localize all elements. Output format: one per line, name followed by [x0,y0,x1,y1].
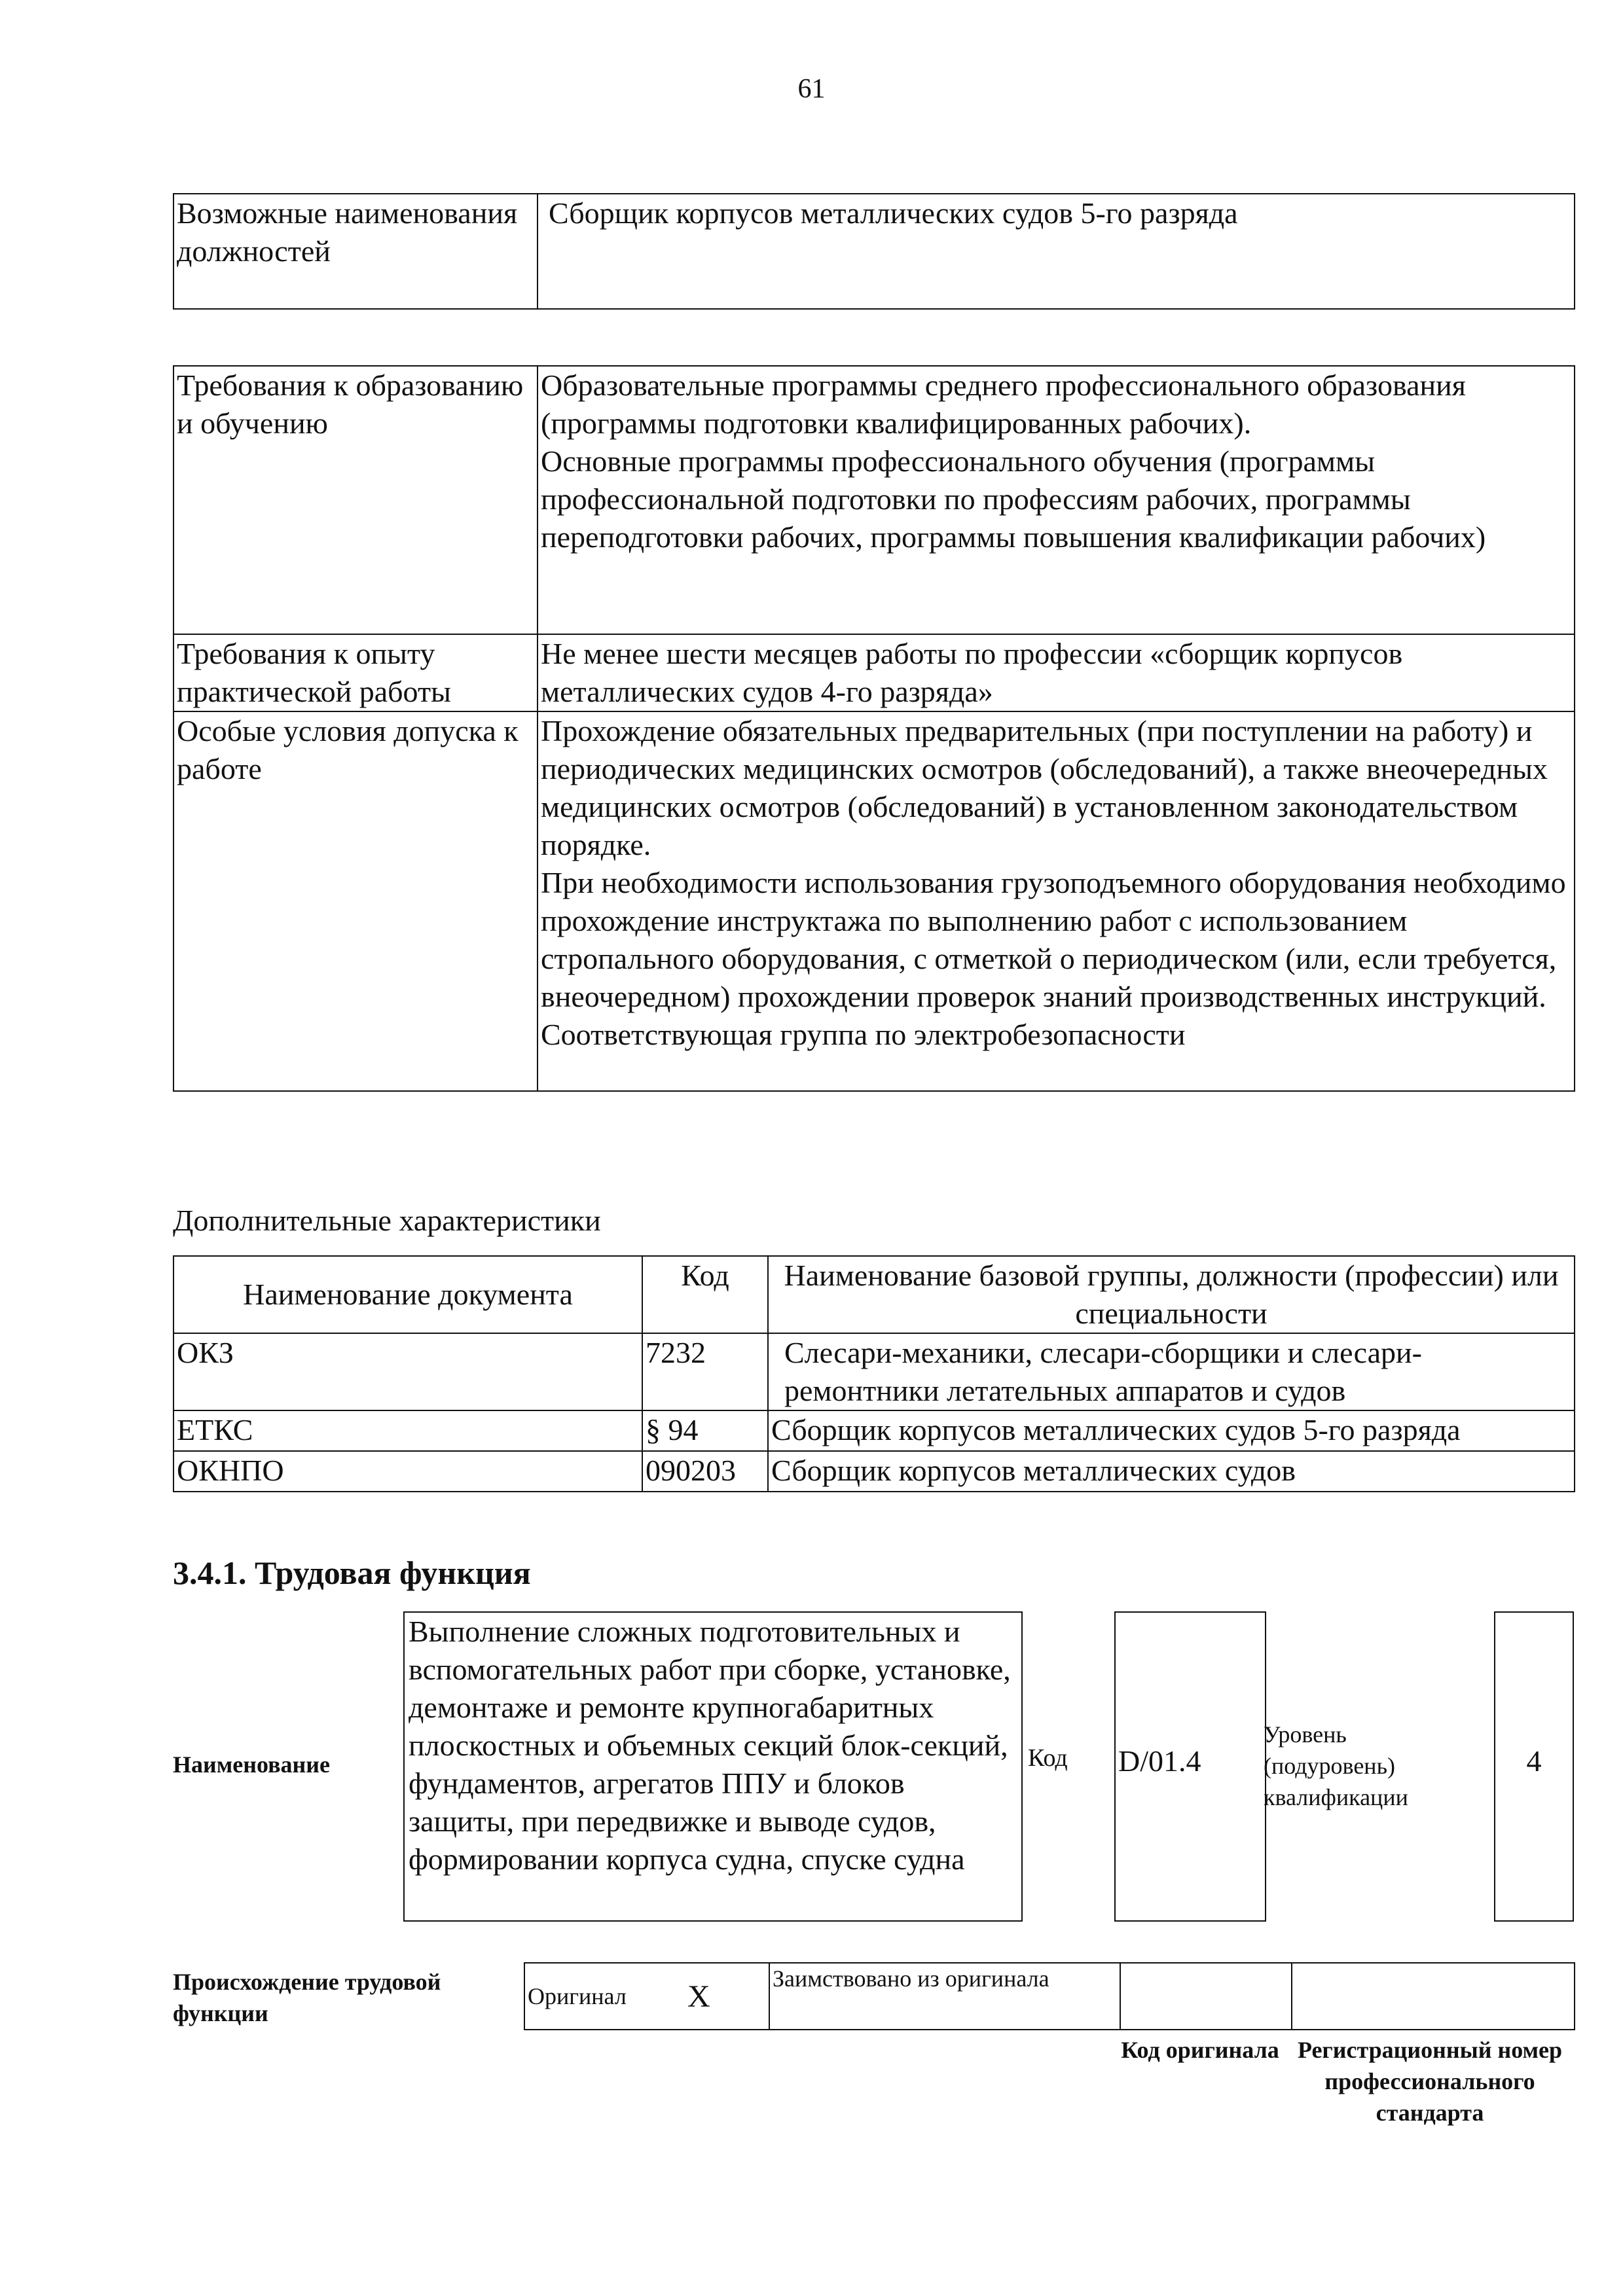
labor-function-code-label: Код [1028,1744,1068,1772]
table-row [173,1333,1575,1410]
origin-code-caption: Код оригинала [1121,2037,1279,2063]
header-document: Наименование документа [173,1256,642,1333]
additional-header-row [173,1256,1575,1333]
labor-function-heading: 3.4.1. Трудовая функция [173,1554,531,1591]
requirements-table [173,365,1575,1092]
table-row [173,1410,1575,1451]
row-document: ЕТКС [173,1410,642,1451]
origin-borrowed-label: Заимствовано из оригинала [769,1963,1120,2030]
origin-original-mark: X [687,1979,710,2014]
origin-label: Происхождение трудовой функции [173,1969,441,2026]
origin-original-cell [524,1963,769,2030]
row-code: 7232 [642,1333,768,1410]
origin-reg-cell [1292,1963,1575,2030]
row-name: Сборщик корпусов металлических судов [768,1451,1575,1492]
requirement-label: Требования к опыту практической работы [173,634,538,711]
origin-reg-caption: Регистрационный номер профессионального стандарта [1297,2037,1563,2126]
requirement-row-special-conditions [173,711,1575,1091]
positions-table [173,193,1575,310]
origin-table [524,1962,1575,2030]
requirement-label: Требования к образованию и обучению [173,366,538,634]
row-document: ОКНПО [173,1451,642,1492]
qualification-level-value: 4 [1494,1611,1574,1922]
labor-function-code: D/01.4 [1114,1611,1266,1922]
header-code: Код [642,1256,768,1333]
labor-function-name: Выполнение сложных подготовительных и вспомогательных работ при сборке, установке, демонтаже и ремонте крупногабаритных плоскостных и объемных секций блок-секций, фундаментов, агрегатов ППУ и блоков защиты, при передвижке и выводе судов, формировании корпуса судна, спуске судна [403,1611,1023,1922]
requirement-row-education [173,366,1575,634]
row-name: Слесари-механики, слесари-сборщики и слесари-ремонтники летательных аппаратов и судов [768,1333,1575,1410]
page-number: 61 [797,74,826,104]
requirement-row-experience [173,634,1575,711]
row-document: ОКЗ [173,1333,642,1410]
row-code: 090203 [642,1451,768,1492]
requirement-text: Образовательные программы среднего профессионального образования (программы подготовки квалифицированных рабочих). Основные программы профессионального обучения (программы профессиональной подготовки по профессиям рабочих, программы переподготовки рабочих, программы повышения квалификации рабочих) [538,366,1575,634]
additional-table [173,1255,1575,1492]
requirement-text: Прохождение обязательных предварительных (при поступлении на работу) и периодических медицинских осмотров (обследований), а также внеочередных медицинских осмотров (обследований) в установленном законодательством порядке. При необходимости использования грузоподъемного оборудования необходимо прохождение инструктажа по выполнению работ с использованием стропального оборудования, с отметкой о периодическом (или, если требуется, внеочередном) прохождении проверок знаний производственных инструкций. Соответствующая группа по электробезопасности [538,711,1575,1091]
qualification-level-label: Уровень (подуровень) квалификации [1264,1721,1408,1810]
positions-label: Возможные наименования должностей [173,194,538,309]
header-name: Наименование базовой группы, должности (профессии) или специальности [768,1256,1575,1333]
table-row [173,1451,1575,1492]
origin-code-cell [1120,1963,1292,2030]
origin-original-label: Оригинал [528,1983,627,2009]
labor-function-name-label: Наименование [173,1751,330,1778]
requirement-label: Особые условия допуска к работе [173,711,538,1091]
requirement-text: Не менее шести месяцев работы по профессии «сборщик корпусов металлических судов 4-го разряда» [538,634,1575,711]
additional-title: Дополнительные характеристики [173,1204,601,1237]
row-code: § 94 [642,1410,768,1451]
positions-value: Сборщик корпусов металлических судов 5-го разряда [538,194,1575,309]
row-name: Сборщик корпусов металлических судов 5-го разряда [768,1410,1575,1451]
